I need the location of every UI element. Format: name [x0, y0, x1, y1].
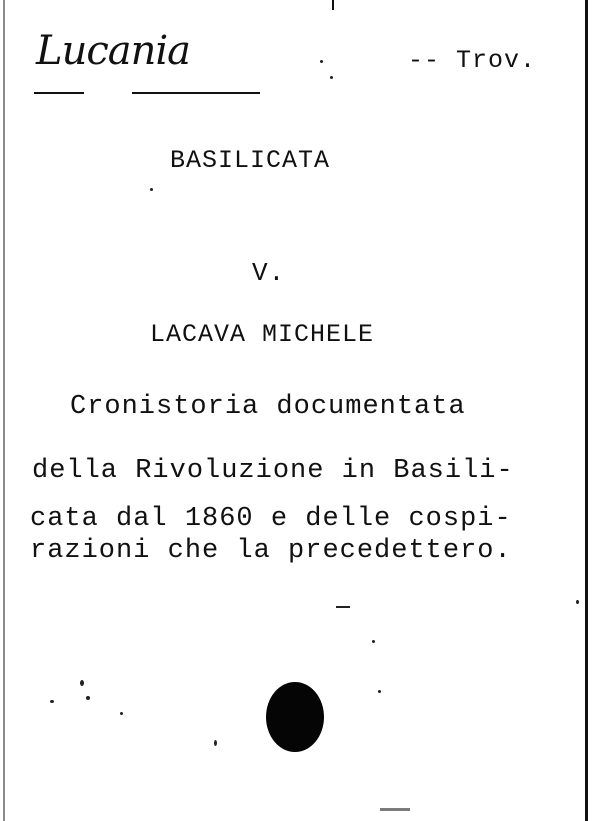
card-top-tick: [332, 0, 334, 10]
description-line: della Rivoluzione in Basili-: [32, 456, 514, 486]
ink-blot: [266, 682, 324, 752]
description-line: cata dal 1860 e delle cospi-: [30, 504, 512, 534]
speck: [80, 680, 84, 686]
card-left-edge: [3, 0, 5, 821]
card-right-edge: [585, 0, 588, 821]
heading-underline: [132, 92, 260, 94]
heading-underline: [34, 92, 84, 94]
speck: [120, 712, 123, 715]
speck: [86, 696, 90, 700]
speck: [150, 188, 153, 191]
speck: [330, 76, 333, 79]
title-line: Cronistoria documentata: [70, 392, 466, 422]
volume-number: V.: [252, 258, 286, 288]
speck: [372, 640, 375, 643]
speck: [50, 700, 54, 703]
author-name: LACAVA MICHELE: [150, 320, 375, 349]
speck: [214, 740, 217, 746]
speck: [336, 606, 350, 608]
speck: [378, 690, 381, 693]
speck: [380, 808, 410, 811]
speck: [576, 600, 579, 604]
description-line: razioni che la precedettero.: [30, 536, 512, 566]
region-heading: BASILICATA: [170, 146, 331, 175]
classification-mark: -- Trov.: [408, 46, 537, 75]
speck: [320, 60, 323, 63]
handwritten-heading: Lucania: [36, 28, 190, 74]
